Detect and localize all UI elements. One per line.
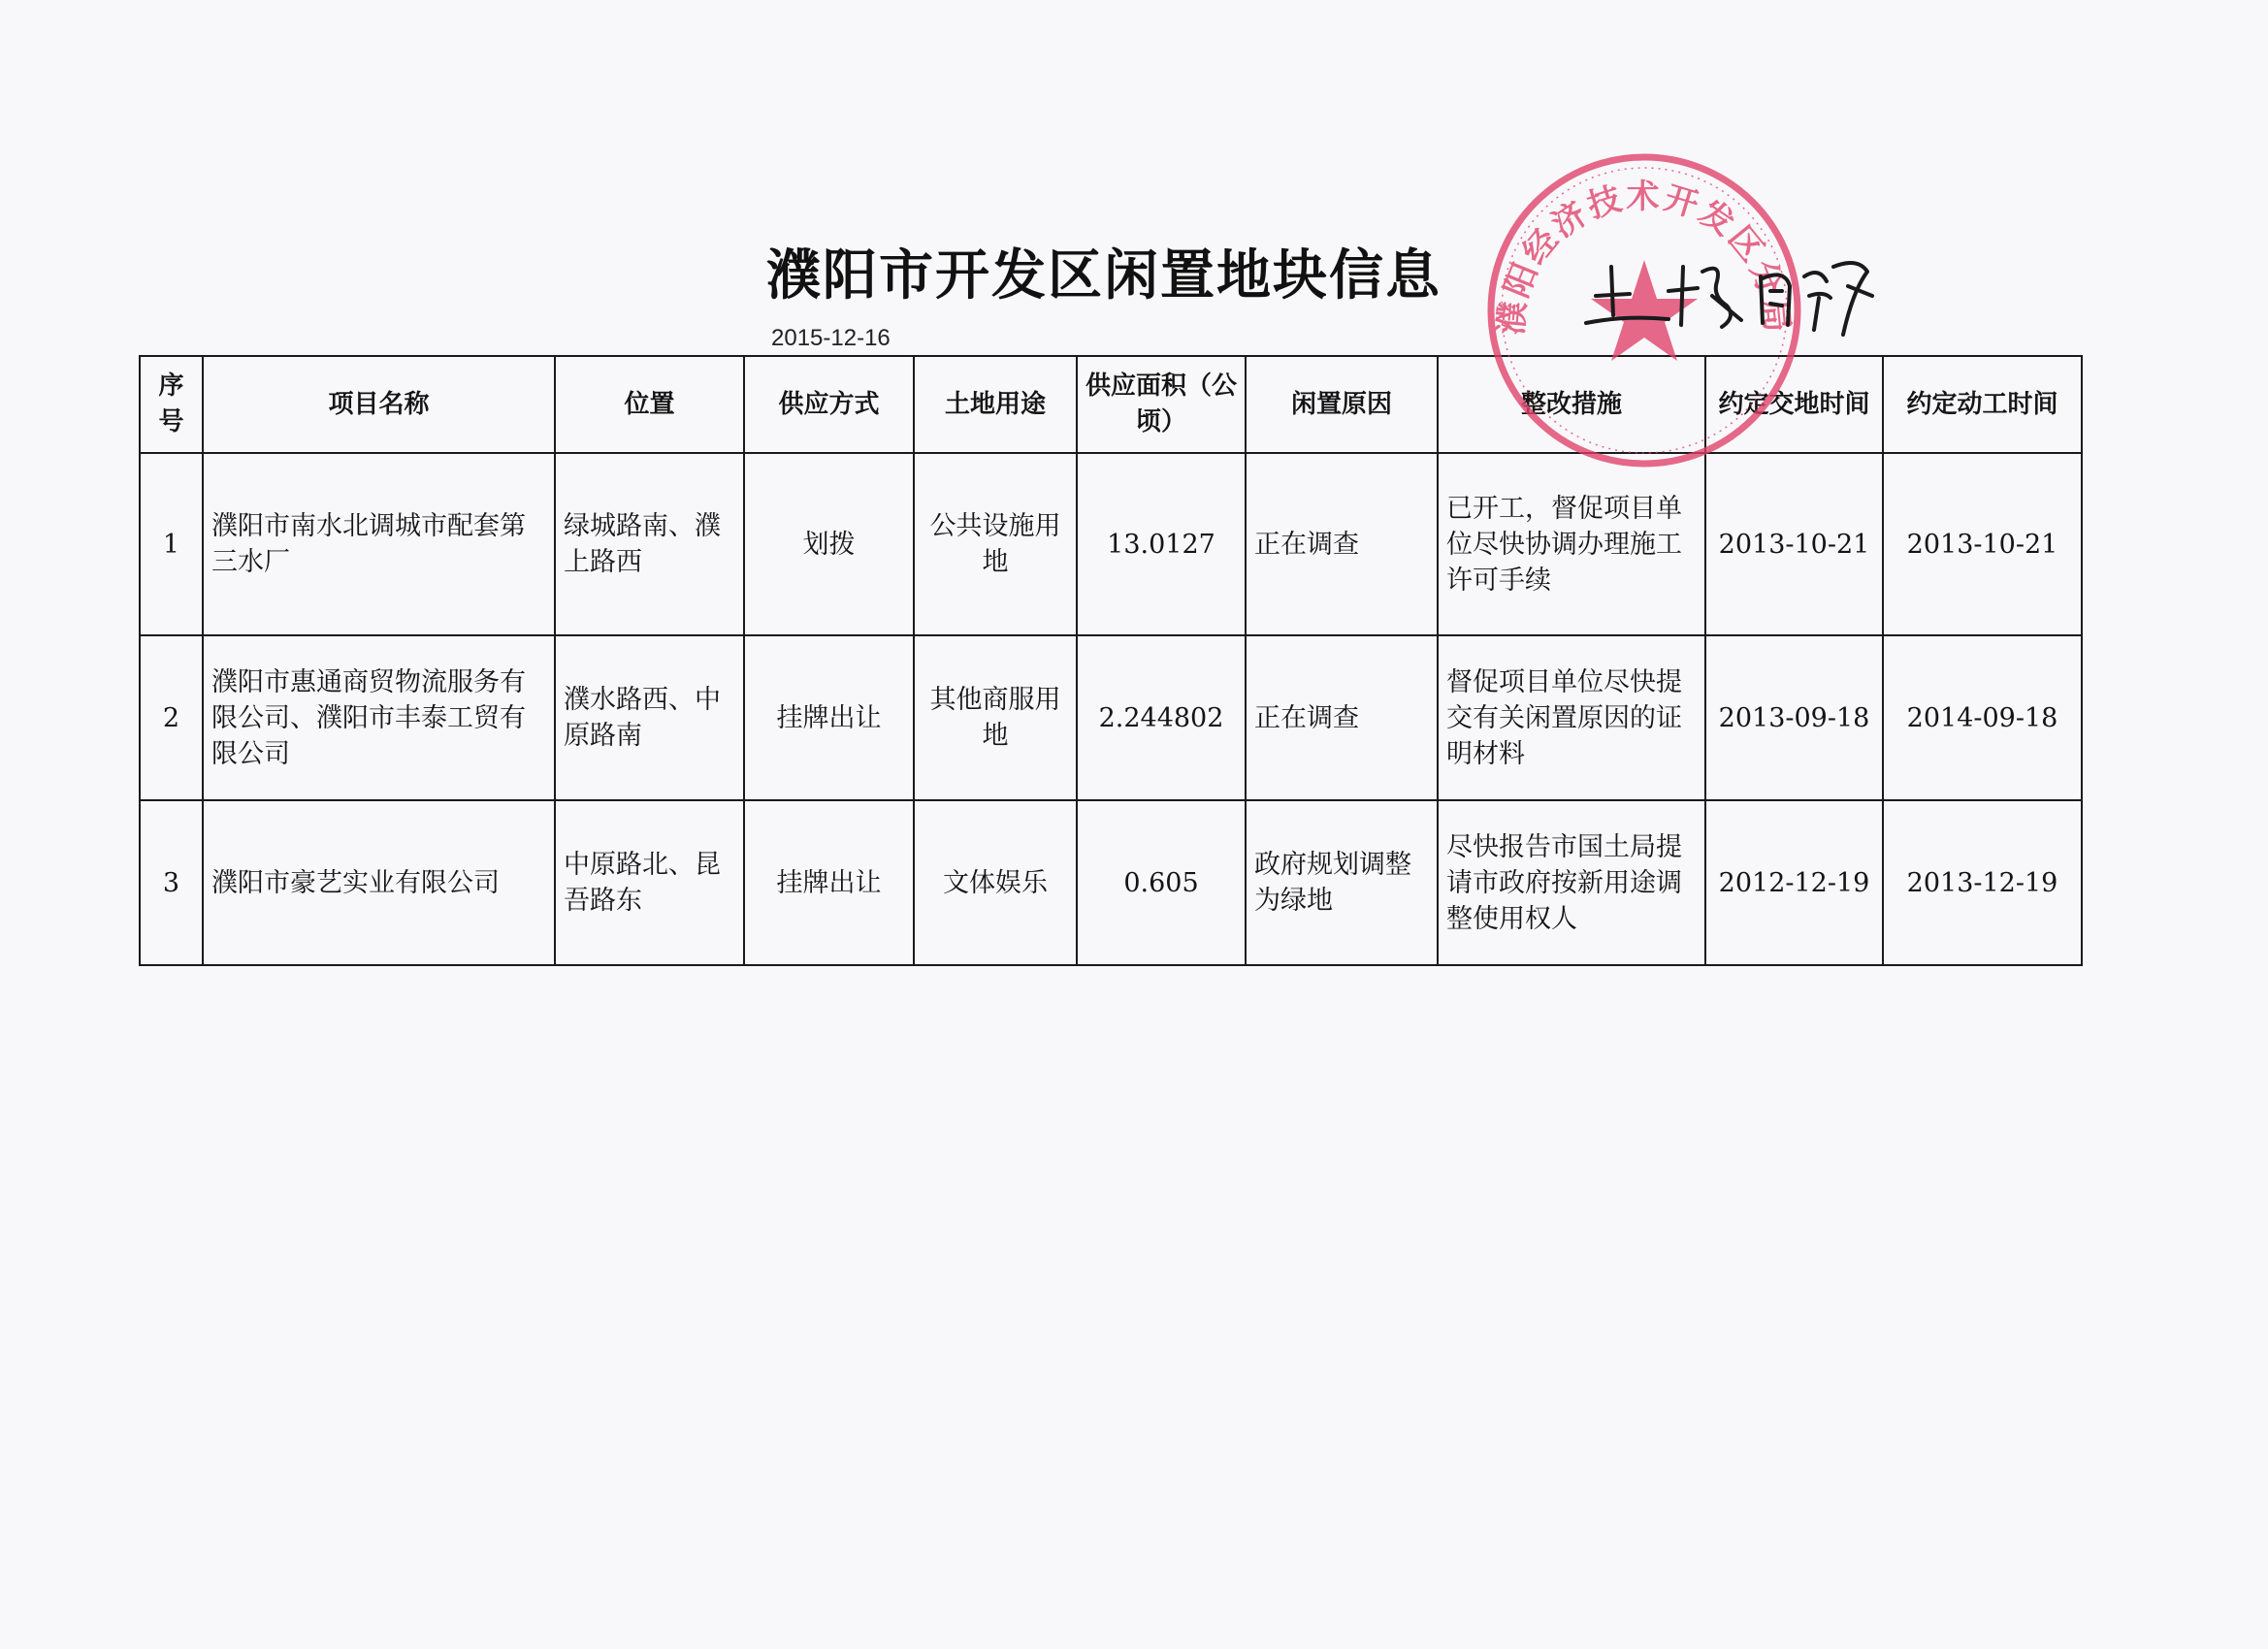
document-date: 2015-12-16 [771,325,891,351]
cell-rectification: 督促项目单位尽快提交有关闲置原因的证明材料 [1438,635,1705,800]
document-title: 濮阳市开发区闲置地块信息 [766,244,1442,307]
cell-agreed-handover: 2012-12-19 [1705,800,1883,965]
cell-idle-reason: 正在调查 [1246,635,1438,800]
cell-supply-area: 13.0127 [1077,453,1246,635]
table-header-row [140,356,2082,453]
cell-land-use: 其他商服用地 [914,635,1077,800]
cell-land-use: 公共设施用地 [914,453,1077,635]
cell-supply-area: 0.605 [1077,800,1246,965]
cell-project-name: 濮阳市惠通商贸物流服务有限公司、濮阳市丰泰工贸有限公司 [203,635,555,800]
header-supply-area: 供应面积（公顷） [1077,356,1246,453]
header-index: 序号 [140,356,203,453]
cell-project-name: 濮阳市豪艺实业有限公司 [203,800,555,965]
header-agreed-start: 约定动工时间 [1883,356,2082,453]
cell-project-name: 濮阳市南水北调城市配套第三水厂 [203,453,555,635]
header-agreed-handover: 约定交地时间 [1705,356,1883,453]
cell-supply-method: 挂牌出让 [744,800,914,965]
cell-agreed-handover: 2013-10-21 [1705,453,1883,635]
cell-index: 2 [140,635,203,800]
cell-index: 1 [140,453,203,635]
cell-agreed-handover: 2013-09-18 [1705,635,1883,800]
table-row [140,800,2082,965]
cell-rectification: 已开工，督促项目单位尽快协调办理施工许可手续 [1438,453,1705,635]
header-rectification: 整改措施 [1438,356,1705,453]
table-row [140,453,2082,635]
cell-idle-reason: 正在调查 [1246,453,1438,635]
header-supply-method: 供应方式 [744,356,914,453]
header-project-name: 项目名称 [203,356,555,453]
header-land-use: 土地用途 [914,356,1077,453]
cell-agreed-start: 2014-09-18 [1883,635,2082,800]
cell-agreed-start: 2013-12-19 [1883,800,2082,965]
cell-supply-method: 挂牌出让 [744,635,914,800]
table-row [140,635,2082,800]
cell-supply-method: 划拨 [744,453,914,635]
cell-agreed-start: 2013-10-21 [1883,453,2082,635]
cell-land-use: 文体娱乐 [914,800,1077,965]
handwritten-signature [1576,238,1887,344]
cell-supply-area: 2.244802 [1077,635,1246,800]
cell-location: 濮水路西、中原路南 [555,635,744,800]
cell-location: 中原路北、昆吾路东 [555,800,744,965]
svg-text:濮阳经济技术开发区分局 [1492,178,1797,337]
header-location: 位置 [555,356,744,453]
cell-idle-reason: 政府规划调整为绿地 [1246,800,1438,965]
header-idle-reason: 闲置原因 [1246,356,1438,453]
seal-text: 濮阳经济技术开发区分局 [1491,177,1798,337]
cell-rectification: 尽快报告市国土局提请市政府按新用途调整使用权人 [1438,800,1705,965]
idle-land-table [139,355,2083,966]
cell-location: 绿城路南、濮上路西 [555,453,744,635]
cell-index: 3 [140,800,203,965]
